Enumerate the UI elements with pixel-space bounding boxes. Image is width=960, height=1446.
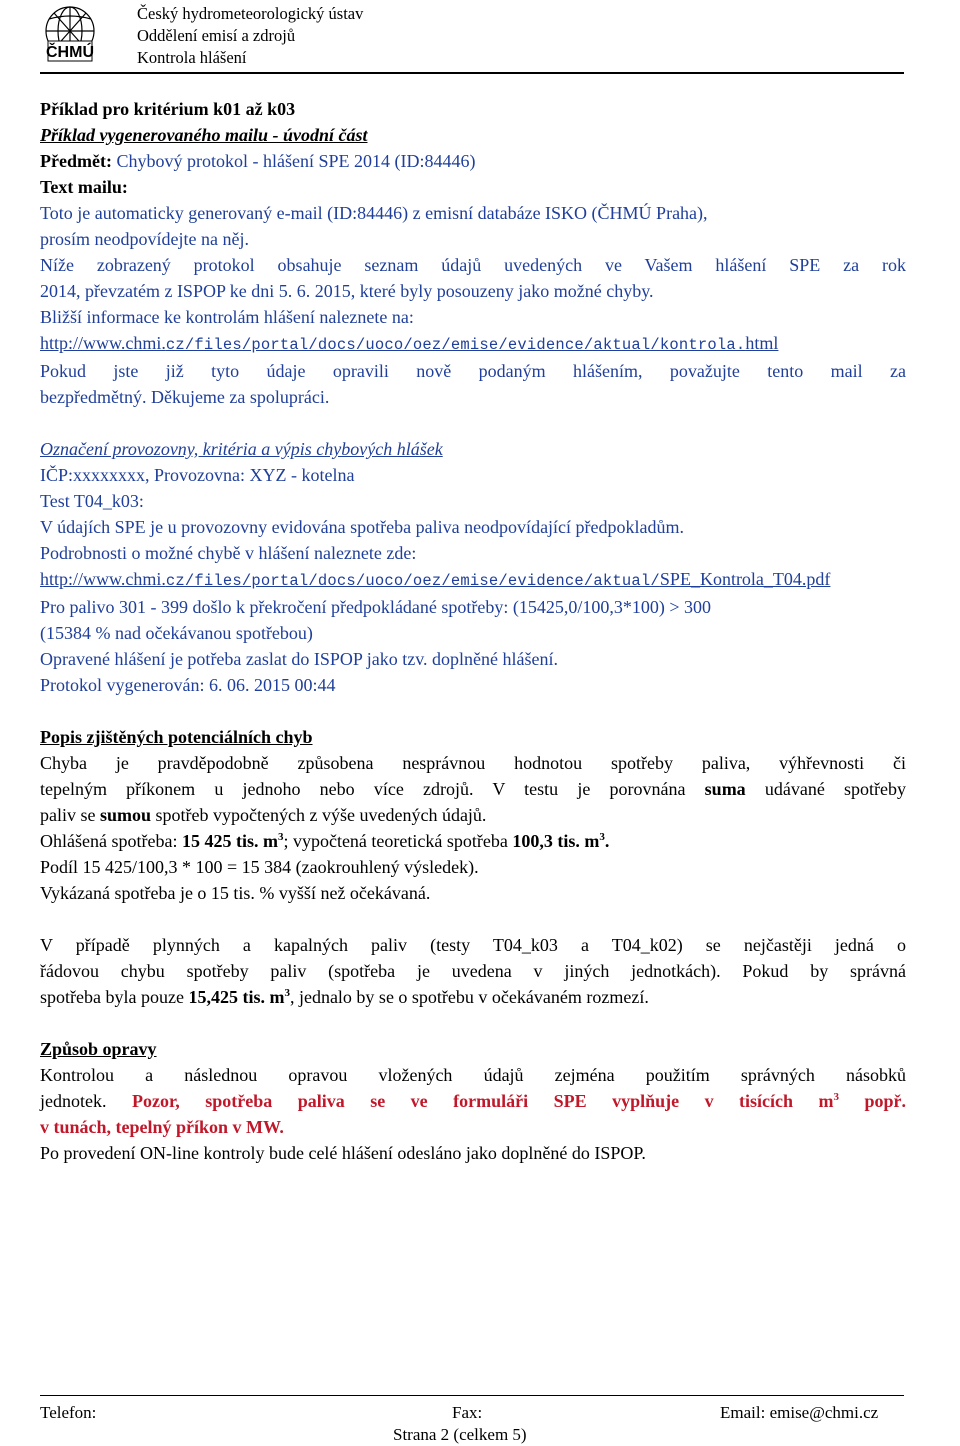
- mail-line-7: Pokud jste již tyto údaje opravili nově podaným hlášením, považujte tento mail za: [40, 361, 906, 381]
- gas-line-1: V případě plynných a kapalných paliv (testy T04_k03 a T04_k02) se nejčastěji jedná o: [40, 935, 906, 955]
- mail-line-3: Níže zobrazený protokol obsahuje seznam údajů uvedených ve Vašem hlášení SPE za rok: [40, 255, 906, 275]
- declared-consumption: Ohlášená spotřeba: 15 425 tis. $m^3$; vypočtená teoretická spotřeba 100,3 tis. $m^3$.: [40, 831, 610, 851]
- percent-line: (15384 % nad očekávanou spotřebou): [40, 623, 313, 643]
- excess-line: Vykázaná spotřeba je o 15 tis. % vyšší než očekávaná.: [40, 883, 431, 903]
- header-dept: Oddělení emisí a zdrojů: [137, 26, 296, 45]
- details-line: Podrobnosti o možné chybě v hlášení naleznete zde:: [40, 543, 417, 563]
- footer-phone: Telefon:: [40, 1403, 97, 1422]
- section2-heading: Popis zjištěných potenciálních chyb: [40, 727, 313, 747]
- fix-line-1: Kontrolou a následnou opravou vložených údajů zejména použitím správných násobků: [40, 1065, 906, 1085]
- footer-page-number: Strana 2 (celkem 5): [393, 1425, 527, 1444]
- icp-line: IČP:xxxxxxxx, Provozovna: XYZ - kotelna: [40, 465, 355, 485]
- generated-line: Protokol vygenerován: 6. 06. 2015 00:44: [40, 675, 336, 695]
- link-path: cz/files/portal/docs/uoco/oez/emise/evidence/aktual/kontrola.: [165, 336, 746, 354]
- t04-pdf-link[interactable]: [40, 566, 906, 594]
- mail-line-1: Toto je automaticky generovaný e-mail (ID:84446) z emisní databáze ISKO (ČHMÚ Praha),: [40, 203, 708, 223]
- fix-line-3: v tunách, tepelný příkon v MW.: [40, 1117, 284, 1137]
- test-line: Test T04_k03:: [40, 491, 144, 511]
- mail-line-2: prosím neodpovídejte na něj.: [40, 229, 249, 249]
- link-prefix: http://www.chmi.: [40, 333, 166, 353]
- desc-line-3: paliv se sumou spotřeb vypočtených z výše uvedených údajů.: [40, 805, 487, 825]
- header-doc: Kontrola hlášení: [137, 48, 247, 67]
- section1-heading: Označení provozovny, kritéria a výpis chybových hlášek: [40, 439, 443, 459]
- document-body: [40, 96, 906, 1166]
- globe-chmi-logo-icon: [40, 3, 100, 65]
- fuel-exceed-line: Pro palivo 301 - 399 došlo k překročení předpokládané spotřeby: (15425,0/100,3*100) > 300: [40, 597, 712, 617]
- desc-line-2: tepelným příkonem u jednoho nebo více zdrojů. V testu je porovnána suma udávané spotřeby: [40, 779, 906, 799]
- example-subtitle: Příklad vygenerovaného mailu - úvodní část: [40, 125, 368, 145]
- mail-text-label: Text mailu:: [40, 177, 128, 197]
- header-rule: [40, 72, 904, 74]
- resend-line: Opravené hlášení je potřeba zaslat do ISPOP jako tzv. doplněné hlášení.: [40, 649, 559, 669]
- spe-evidence-line: V údajích SPE je u provozovny evidována spotřeba paliva neodpovídající předpokladům.: [40, 517, 685, 537]
- mail-subject: [40, 148, 906, 174]
- section3-heading: Způsob opravy: [40, 1039, 157, 1059]
- header-text: [137, 3, 363, 69]
- gas-line-2: řádovou chybu spotřeby paliv (spotřeba je uvedena v jiných jednotkách). Pokud by správná: [40, 961, 906, 981]
- pdf-link-end: SPE_Kontrola_T04.pdf: [659, 569, 831, 589]
- ratio-line: Podíl 15 425/100,3 * 100 = 15 384 (zaokrouhlený výsledek).: [40, 857, 479, 877]
- footer-fax: Fax:: [452, 1403, 483, 1422]
- example-title: Příklad pro kritérium k01 až k03: [40, 99, 296, 119]
- mail-line-5: Bližší informace ke kontrolám hlášení naleznete na:: [40, 307, 414, 327]
- link-end: html: [745, 333, 779, 353]
- subject-label: Předmět:: [40, 151, 112, 171]
- footer-rule: [40, 1395, 904, 1396]
- kontrola-link[interactable]: [40, 330, 906, 358]
- svg-text:ČHMÚ: ČHMÚ: [46, 44, 94, 61]
- mail-line-8: bezpředmětný. Děkujeme za spolupráci.: [40, 387, 330, 407]
- header-org: Český hydrometeorologický ústav: [137, 4, 364, 23]
- footer-email: Email: emise@chmi.cz: [720, 1403, 879, 1422]
- gas-line-3: spotřeba byla pouze 15,425 tis. $m^3$, jednalo by se o spotřebu v očekávaném rozmezí.: [40, 987, 649, 1007]
- fix-line-4: Po provedení ON-line kontroly bude celé hlášení odesláno jako doplněné do ISPOP.: [40, 1143, 646, 1163]
- fix-line-2: jednotek. Pozor, spotřeba paliva se ve formuláři SPE vyplňuje v tisících $m^3$ popř.: [40, 1091, 906, 1111]
- mail-line-4: 2014, převzatém z ISPOP ke dni 5. 6. 2015, které byly posouzeny jako možné chyby.: [40, 281, 654, 301]
- pdf-link-path: cz/files/portal/docs/uoco/oez/emise/evidence/aktual/: [165, 572, 660, 590]
- pdf-link-prefix: http://www.chmi.: [40, 569, 166, 589]
- chmi-logo: [40, 3, 100, 65]
- subject-value: Chybový protokol - hlášení SPE 2014 (ID:84446): [111, 151, 476, 171]
- desc-line-1: Chyba je pravděpodobně způsobena nesprávnou hodnotou spotřeby paliva, výhřevnosti či: [40, 753, 906, 773]
